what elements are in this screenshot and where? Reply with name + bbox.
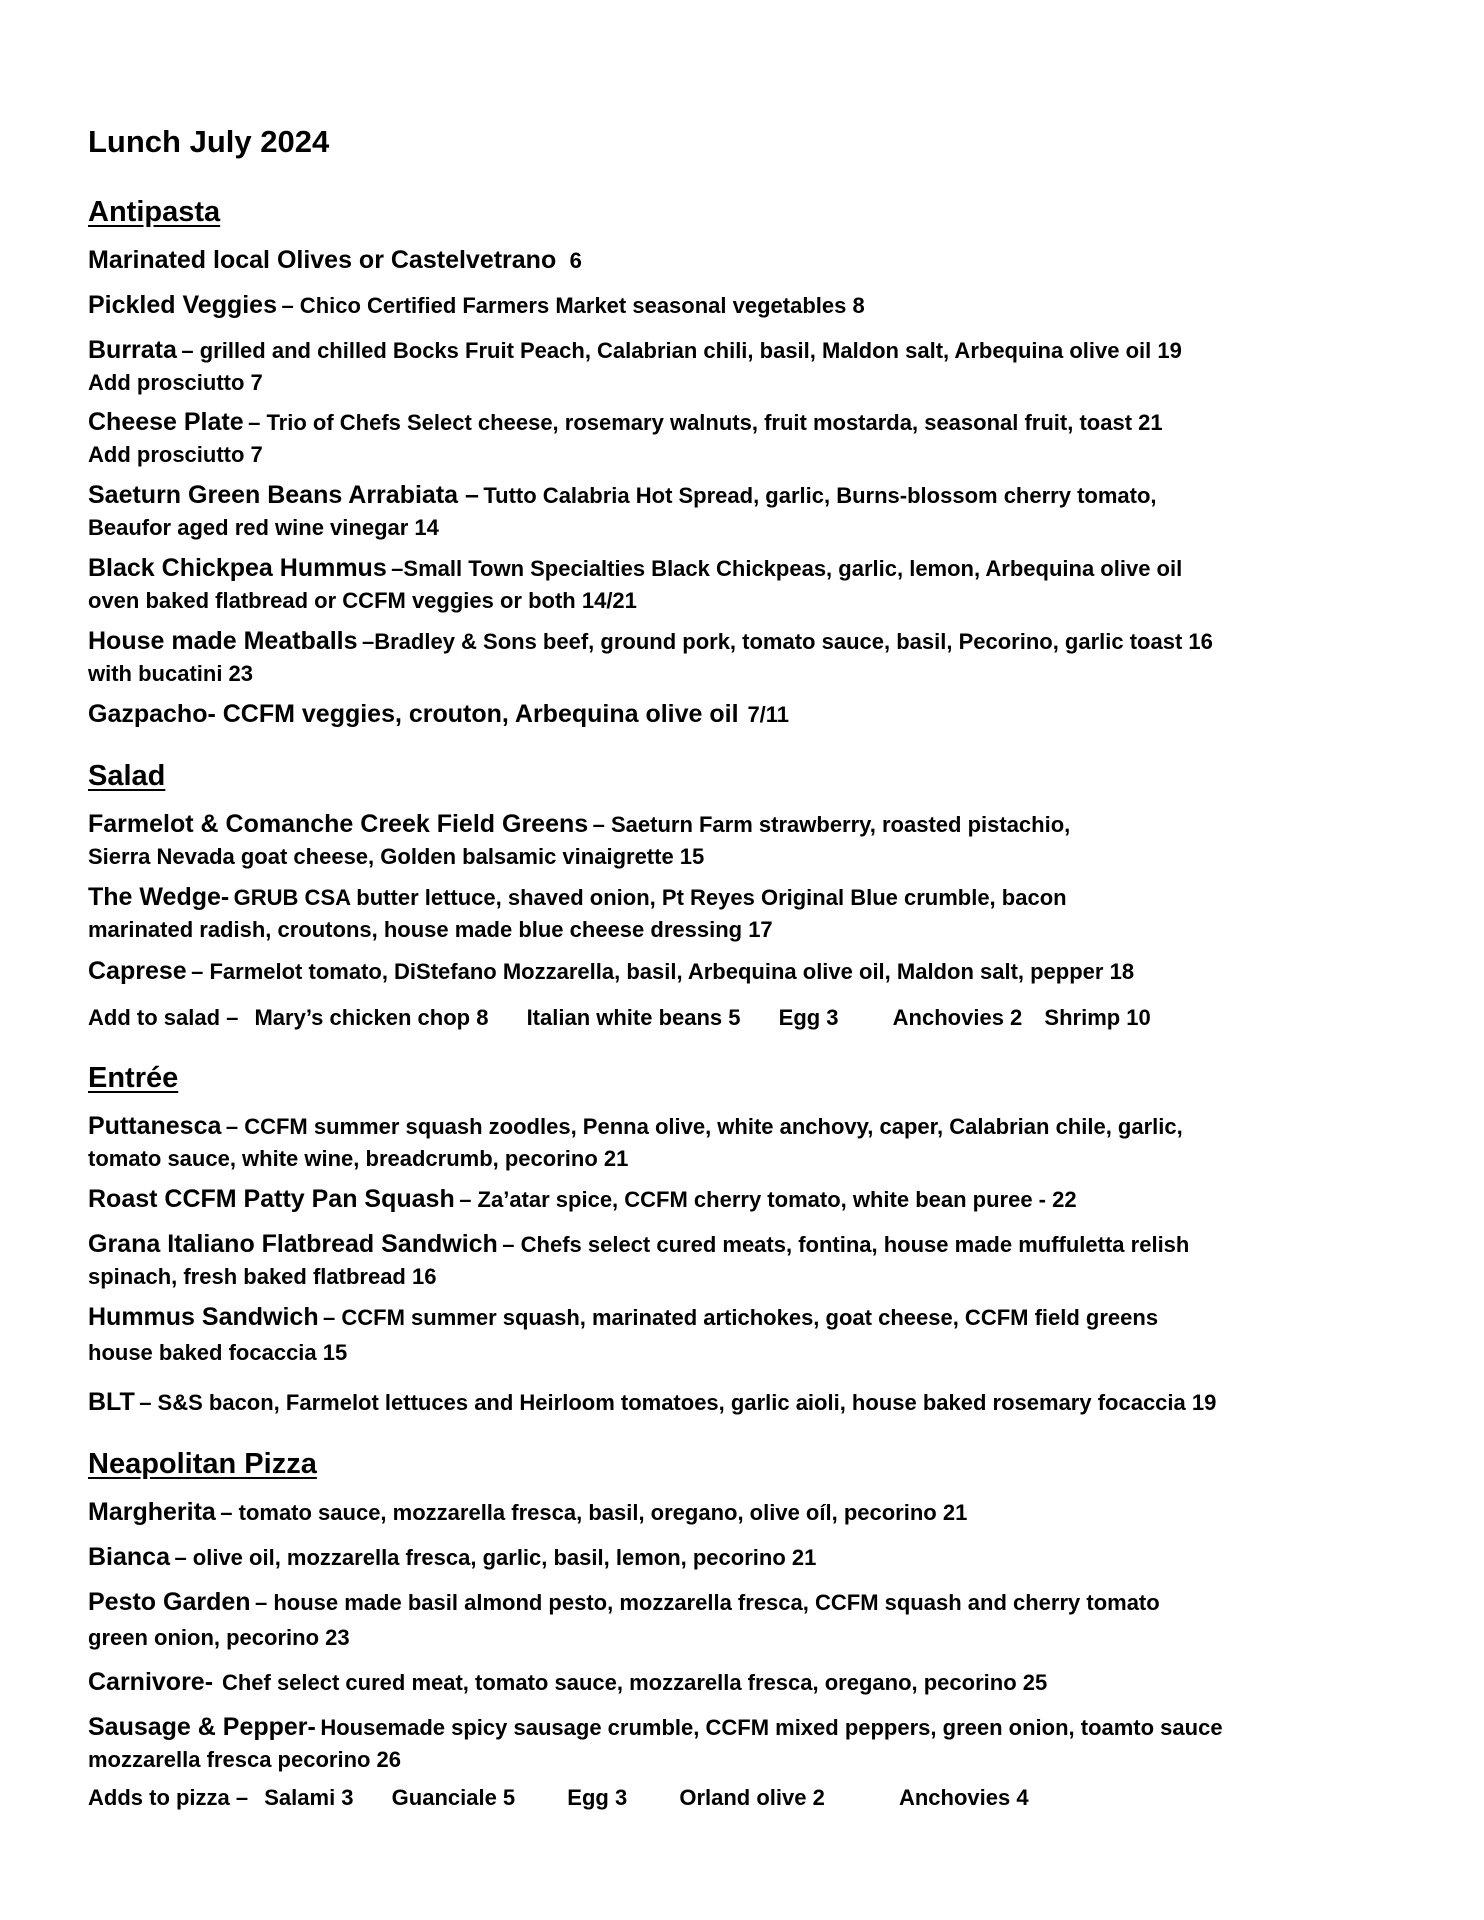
section-heading-antipasta: Antipasta [88, 196, 221, 228]
addon-item: Salami 3 [264, 1785, 354, 1810]
menu-item [88, 810, 1070, 874]
item-name: Sausage & Pepper- [88, 1713, 316, 1741]
item-name: Hummus Sandwich [88, 1303, 319, 1331]
item-name: Farmelot & Comanche Creek Field Greens [88, 810, 589, 838]
menu-item [88, 336, 1182, 400]
menu-item [88, 408, 1163, 472]
item-name: Pesto Garden [88, 1588, 251, 1616]
item-description: GRUB CSA butter lettuce, shaved onion, Pt Reyes Original Blue crumble, bacon [233, 885, 1067, 910]
item-detail: spinach, fresh baked flatbread 16 [88, 1264, 437, 1289]
addon-item: Egg 3 [567, 1785, 628, 1810]
item-name: Caprese [88, 957, 187, 985]
menu-item [88, 1588, 1160, 1656]
menu-item [88, 1543, 816, 1575]
item-name: Burrata [88, 336, 177, 364]
item-detail: green onion, pecorino 23 [88, 1625, 350, 1650]
item-description: – grilled and chilled Bocks Fruit Peach, Calabrian chili, basil, Maldon salt, Arbequina olive oil 19 [181, 338, 1182, 363]
item-name: Pickled Veggies [88, 291, 277, 319]
item-name: Saeturn Green Beans Arrabiata – [88, 481, 479, 509]
item-detail: tomato sauce, white wine, breadcrumb, pecorino 21 [88, 1146, 629, 1171]
item-detail: Add prosciutto 7 [88, 442, 263, 467]
menu-title: Lunch July 2024 [88, 124, 330, 159]
addon-item: Shrimp 10 [1044, 1005, 1151, 1030]
menu-item [88, 1713, 1223, 1777]
item-name: Puttanesca [88, 1112, 222, 1140]
addon-item: Anchovies 2 [892, 1005, 1023, 1030]
item-description: 7/11 [747, 702, 790, 727]
section-heading-entree: Entrée [88, 1062, 179, 1094]
menu-item [88, 481, 1157, 545]
item-description: – house made basil almond pesto, mozzarella fresca, CCFM squash and cherry tomato [255, 1590, 1160, 1615]
item-detail: mozzarella fresca pecorino 26 [88, 1747, 402, 1772]
addon-item: Mary’s chicken chop 8 [254, 1005, 489, 1030]
menu-item [88, 627, 1213, 691]
item-name: The Wedge- [88, 883, 230, 911]
item-detail: Sierra Nevada goat cheese, Golden balsamic vinaigrette 15 [88, 844, 705, 869]
menu-item [88, 1112, 1183, 1176]
item-description: Housemade spicy sausage crumble, CCFM mixed peppers, green onion, toamto sauce [320, 1715, 1223, 1740]
addon-item: Orland olive 2 [679, 1785, 825, 1810]
menu-item [88, 1498, 967, 1530]
item-name: Cheese Plate [88, 408, 244, 436]
addon-item: Guanciale 5 [391, 1785, 516, 1810]
item-detail: Beaufor aged red wine vinegar 14 [88, 515, 439, 540]
addon-item: Italian white beans 5 [526, 1005, 741, 1030]
item-description: – Trio of Chefs Select cheese, rosemary walnuts, fruit mostarda, seasonal fruit, toast 21 [248, 410, 1163, 435]
item-name: Black Chickpea Hummus [88, 554, 387, 582]
item-description: –Small Town Specialties Black Chickpeas, garlic, lemon, Arbequina olive oil [391, 556, 1183, 581]
menu-item [88, 554, 1182, 618]
item-description: – Chico Certified Farmers Market seasonal vegetables 8 [281, 293, 865, 318]
item-description: – olive oil, mozzarella fresca, garlic, basil, lemon, pecorino 21 [174, 1545, 817, 1570]
item-description: 6 [569, 248, 582, 273]
item-detail: house baked focaccia 15 [88, 1340, 348, 1365]
pizza-addons [88, 1785, 1061, 1811]
menu-item [88, 1185, 1077, 1217]
item-description: Chef select cured meat, tomato sauce, mozzarella fresca, oregano, pecorino 25 [221, 1670, 1048, 1695]
menu-item [88, 291, 865, 323]
item-description: Tutto Calabria Hot Spread, garlic, Burns-blossom cherry tomato, [483, 483, 1157, 508]
item-name: Bianca [88, 1543, 170, 1571]
menu-item [88, 1668, 1047, 1700]
item-description: – Saeturn Farm strawberry, roasted pistachio, [592, 812, 1071, 837]
item-description: – CCFM summer squash zoodles, Penna olive, white anchovy, caper, Calabrian chile, garlic, [225, 1114, 1183, 1139]
item-name: BLT [88, 1388, 135, 1416]
item-detail: with bucatini 23 [88, 661, 254, 686]
menu-item [88, 1230, 1189, 1294]
addon-item: Egg 3 [778, 1005, 839, 1030]
item-description: – CCFM summer squash, marinated artichokes, goat cheese, CCFM field greens [323, 1305, 1159, 1330]
item-description: – Farmelot tomato, DiStefano Mozzarella, basil, Arbequina olive oil, Maldon salt, pepper 18 [191, 959, 1135, 984]
menu-item [88, 246, 582, 278]
item-name: Gazpacho- CCFM veggies, crouton, Arbequina olive oil [88, 700, 739, 728]
section-heading-pizza: Neapolitan Pizza [88, 1448, 317, 1480]
item-name: Roast CCFM Patty Pan Squash [88, 1185, 455, 1213]
item-name: Grana Italiano Flatbread Sandwich [88, 1230, 498, 1258]
item-detail: marinated radish, croutons, house made blue cheese dressing 17 [88, 917, 773, 942]
item-description: –Bradley & Sons beef, ground pork, tomato sauce, basil, Pecorino, garlic toast 16 [361, 629, 1213, 654]
menu-item [88, 957, 1134, 989]
item-description: – S&S bacon, Farmelot lettuces and Heirloom tomatoes, garlic aioli, house baked rosemary focaccia 19 [139, 1390, 1217, 1415]
item-detail: oven baked flatbread or CCFM veggies or both 14/21 [88, 588, 637, 613]
salad-addons [88, 1005, 1183, 1031]
menu-item [88, 883, 1067, 947]
item-name: Carnivore- [88, 1668, 214, 1696]
addons-label: Adds to pizza – [88, 1785, 249, 1810]
item-description: – tomato sauce, mozzarella fresca, basil, oregano, olive oíl, pecorino 21 [220, 1500, 968, 1525]
item-name: House made Meatballs [88, 627, 358, 655]
item-name: Margherita [88, 1498, 216, 1526]
addons-label: Add to salad – [88, 1005, 239, 1030]
menu-item [88, 1303, 1158, 1371]
menu-item [88, 700, 789, 732]
item-detail: Add prosciutto 7 [88, 370, 263, 395]
menu-item [88, 1388, 1216, 1420]
item-description: – Za’atar spice, CCFM cherry tomato, white bean puree - 22 [459, 1187, 1077, 1212]
item-name: Marinated local Olives or Castelvetrano [88, 246, 557, 274]
item-description: – Chefs select cured meats, fontina, house made muffuletta relish [502, 1232, 1190, 1257]
section-heading-salad: Salad [88, 760, 166, 792]
addon-item: Anchovies 4 [898, 1785, 1029, 1810]
